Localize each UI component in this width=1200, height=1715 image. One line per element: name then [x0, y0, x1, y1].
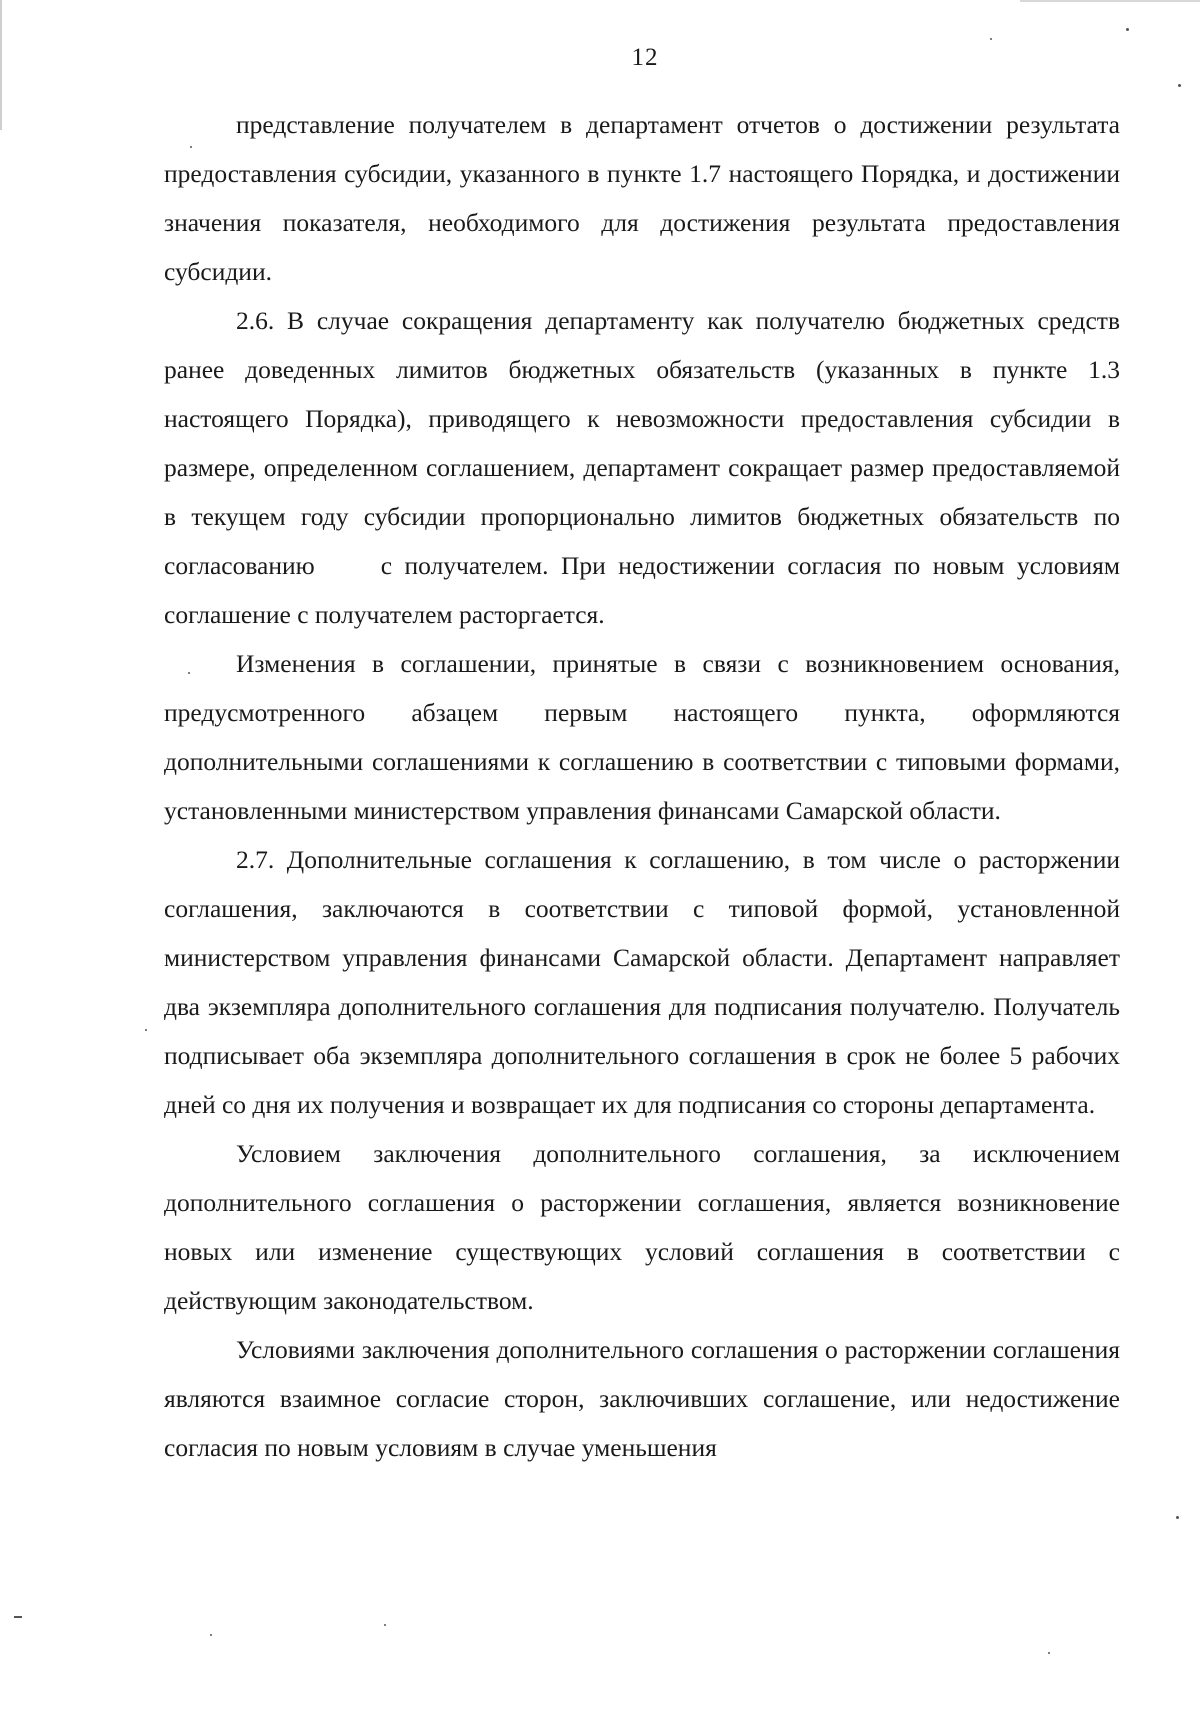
document-body: [164, 100, 1120, 1472]
scan-speck: [1126, 28, 1129, 31]
scan-speck: [210, 1634, 212, 1636]
scan-speck: [188, 672, 190, 674]
scan-speck: [990, 38, 992, 40]
paragraph-2-6: [164, 296, 1120, 639]
scan-speck: [1178, 84, 1181, 87]
paragraph-termination-conditions: Условиями заключения дополнительного соглашения о расторжении соглашения являются взаимное согласие сторон, заключивших соглашение, или недостижение согласия по новым условиям в случае уменьшения: [164, 1335, 1120, 1462]
scan-speck: [190, 146, 192, 148]
scan-speck: [1176, 1516, 1179, 1519]
paragraph-2-6-part-1: 2.6. В случае сокращения департаменту как получателю бюджетных средств ранее доведенных лимитов бюджетных обязательств (указанных в пункте 1.3 настоящего Порядка), приводящего к невозможности предоставления субсидии в размере, определенном соглашением, департамент сокращает размер предоставляемой в текущем году субсидии пропорционально лимитов бюджетных обязательств по согласованию: [164, 306, 1120, 580]
paragraph-2-6-part-2: с получателем. При недостижении согласия по новым условиям соглашение с получателем расторгается.: [164, 551, 1120, 629]
scan-speck: [1048, 1652, 1050, 1654]
paragraph-changes: Изменения в соглашении, принятые в связи с возникновением основания, предусмотренного абзацем первым настоящего пункта, оформляются дополнительными соглашениями к соглашению в соответствии с типовыми формами, установленными министерством управления финансами Самарской области.: [164, 649, 1120, 825]
scan-speck: [384, 1624, 386, 1626]
page-number: 12: [631, 44, 659, 71]
paragraph-condition: Условием заключения дополнительного соглашения, за исключением дополнительного соглашения о расторжении соглашения, является возникновение новых или изменение существующих условий соглашения в соответствии с действующим законодательством.: [164, 1139, 1120, 1315]
paragraph-2-7: 2.7. Дополнительные соглашения к соглашению, в том числе о расторжении соглашения, заключаются в соответствии с типовой формой, установленной министерством управления финансами Самарской области. Департамент направляет два экземпляра дополнительного соглашения для подписания получателю. Получатель подписывает оба экземпляра дополнительного соглашения в срок не более 5 рабочих дней со дня их получения и возвращает их для подписания со стороны департамента.: [164, 845, 1120, 1119]
scan-speck: [14, 1616, 22, 1618]
scan-edge-top: [1020, 0, 1200, 2]
paragraph-continuation: представление получателем в департамент отчетов о достижении результата предоставления субсидии, указанного в пункте 1.7 настоящего Порядка, и достижении значения показателя, необходимого для достижения результата предоставления субсидии.: [164, 110, 1120, 286]
scan-speck: [145, 1029, 147, 1031]
